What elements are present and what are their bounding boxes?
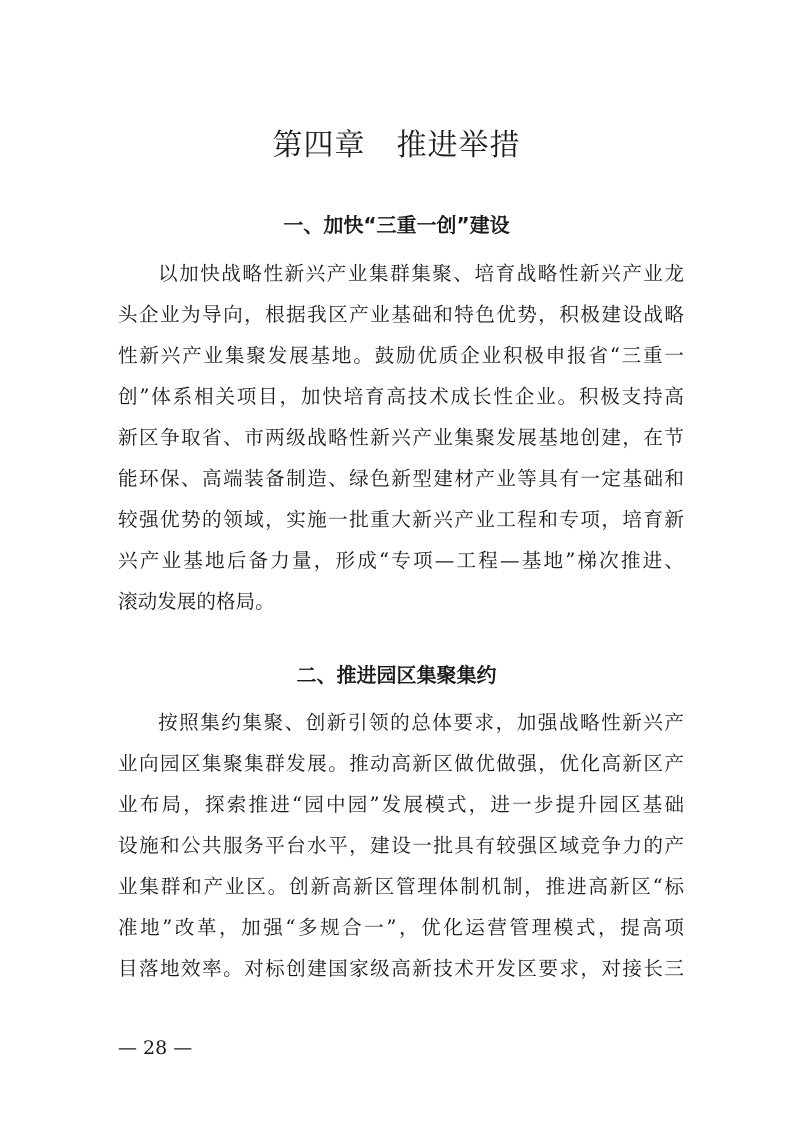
- paragraph-line: 能环保、高端装备制造、绿色新型建材产业等具有一定基础和: [118, 467, 684, 490]
- paragraph-line: 头企业为导向，根据我区产业基础和特色优势，积极建设战略: [118, 303, 684, 326]
- paragraph-line: 滚动发展的格局。: [118, 590, 275, 613]
- paragraph-line: 业向园区集聚集群发展。推动高新区做优做强，优化高新区产: [118, 752, 684, 775]
- paragraph-line: 性新兴产业集聚发展基地。鼓励优质企业积极申报省“三重一: [118, 344, 684, 367]
- chapter-title: 第四章 推进举措: [272, 128, 521, 163]
- paragraph-line: 目落地效率。对标创建国家级高新技术开发区要求，对接长三: [118, 957, 684, 980]
- paragraph-line: 业布局，探索推进“园中园”发展模式，进一步提升园区基础: [118, 793, 684, 816]
- section-heading-1: 一、加快“三重一创”建设: [283, 213, 510, 237]
- paragraph-line: 兴产业基地后备力量，形成“专项—工程—基地”梯次推进、: [118, 549, 684, 572]
- paragraph-line: 以加快战略性新兴产业集群集聚、培育战略性新兴产业龙: [158, 262, 684, 285]
- section-1-paragraph: [118, 253, 684, 622]
- paragraph-line: 设施和公共服务平台水平，建设一批具有较强区域竞争力的产: [118, 834, 684, 857]
- paragraph-line: 新区争取省、市两级战略性新兴产业集聚发展基地创建，在节: [118, 426, 684, 449]
- paragraph-line: 较强优势的领域，实施一批重大新兴产业工程和专项，培育新: [118, 508, 684, 531]
- paragraph-line: 创”体系相关项目，加快培育高技术成长性企业。积极支持高: [118, 385, 684, 408]
- section-heading-2: 二、推进园区集聚集约: [296, 663, 497, 687]
- section-2-paragraph: [118, 702, 684, 989]
- paragraph-line: 业集群和产业区。创新高新区管理体制机制，推进高新区“标: [118, 875, 684, 898]
- paragraph-line: 准地”改革，加强“多规合一”，优化运营管理模式，提高项: [118, 916, 684, 939]
- paragraph-line: 按照集约集聚、创新引领的总体要求，加强战略性新兴产: [158, 711, 684, 734]
- page-number: — 28 —: [118, 1037, 193, 1059]
